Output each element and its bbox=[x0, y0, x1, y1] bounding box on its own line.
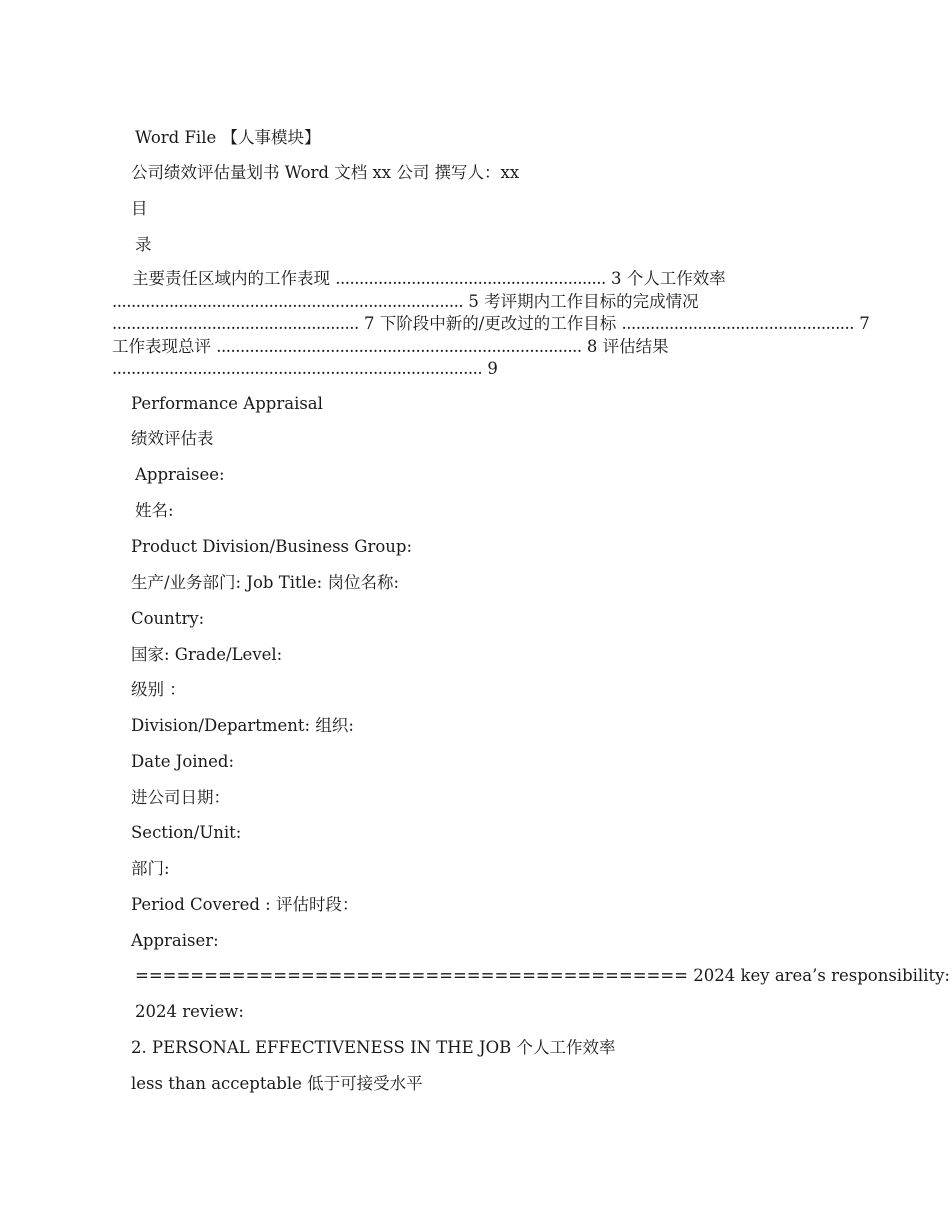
toc-leader: .............................................................................. bbox=[112, 359, 483, 378]
field-dept-cn: 部门: bbox=[131, 859, 170, 878]
document-header: Word File 【人事模块】 bbox=[135, 128, 321, 147]
toc-leader: ................................................. bbox=[621, 314, 855, 333]
toc-leader: ............................................................................. bbox=[216, 336, 582, 356]
toc-title-char-1: 目 bbox=[131, 199, 148, 218]
toc-page: 9 bbox=[487, 359, 498, 378]
form-title-en: Performance Appraisal bbox=[131, 394, 323, 413]
toc-entry: 工作表现总评 bbox=[112, 336, 211, 356]
field-country-grade: 国家: Grade/Level: bbox=[131, 645, 283, 664]
field-name: 姓名: bbox=[135, 501, 174, 520]
toc-page: 3 bbox=[610, 269, 622, 288]
toc-entry: 评估结果 bbox=[602, 336, 669, 356]
field-product-division: Product Division/Business Group: bbox=[131, 537, 413, 556]
separator-line: ======================================== 2024 key area’s responsibility: bbox=[135, 966, 950, 985]
toc-entry: 个人工作效率 bbox=[626, 269, 726, 288]
field-period-covered: Period Covered : 评估时段： bbox=[131, 895, 359, 914]
field-section-unit: Section/Unit: bbox=[131, 823, 242, 842]
toc-entry: 下阶段中新的/更改过的工作目标 bbox=[379, 314, 617, 333]
review-heading: 2024 review: bbox=[135, 1002, 244, 1021]
section-2-heading: 2. PERSONAL EFFECTIVENESS IN THE JOB 个人工作效率 bbox=[131, 1038, 616, 1057]
toc-leader: .......................................................................... bbox=[112, 291, 464, 311]
toc-title-char-2: 录 bbox=[135, 235, 152, 254]
toc-entry: 考评期内工作目标的完成情况 bbox=[484, 291, 699, 311]
form-title-cn: 绩效评估表 bbox=[131, 429, 214, 448]
toc-page: 7 bbox=[859, 314, 870, 333]
toc-page: 7 bbox=[363, 314, 375, 333]
field-join-date-cn: 进公司日期： bbox=[131, 788, 230, 807]
rating-option: less than acceptable 低于可接受水平 bbox=[131, 1074, 423, 1093]
document-subtitle: 公司绩效评估量划书 Word 文档 xx 公司 撰写人：xx bbox=[131, 163, 520, 182]
field-appraisee: Appraisee: bbox=[135, 465, 225, 484]
toc-leader: .................................................... bbox=[112, 314, 359, 333]
field-date-joined: Date Joined: bbox=[131, 752, 235, 771]
toc-entry: 主要责任区域内的工作表现 bbox=[132, 269, 330, 288]
field-division-department: Division/Department: 组织: bbox=[131, 716, 354, 735]
toc-leader: ......................................................... bbox=[335, 269, 606, 288]
field-level: 级别 ： bbox=[131, 680, 186, 699]
field-country: Country: bbox=[131, 609, 205, 628]
field-appraiser: Appraiser: bbox=[131, 931, 219, 950]
toc-page: 8 bbox=[586, 336, 598, 356]
toc-page: 5 bbox=[468, 291, 479, 311]
field-dept-job-title: 生产/业务部门: Job Title: 岗位名称: bbox=[131, 573, 400, 592]
table-of-contents bbox=[112, 268, 870, 381]
